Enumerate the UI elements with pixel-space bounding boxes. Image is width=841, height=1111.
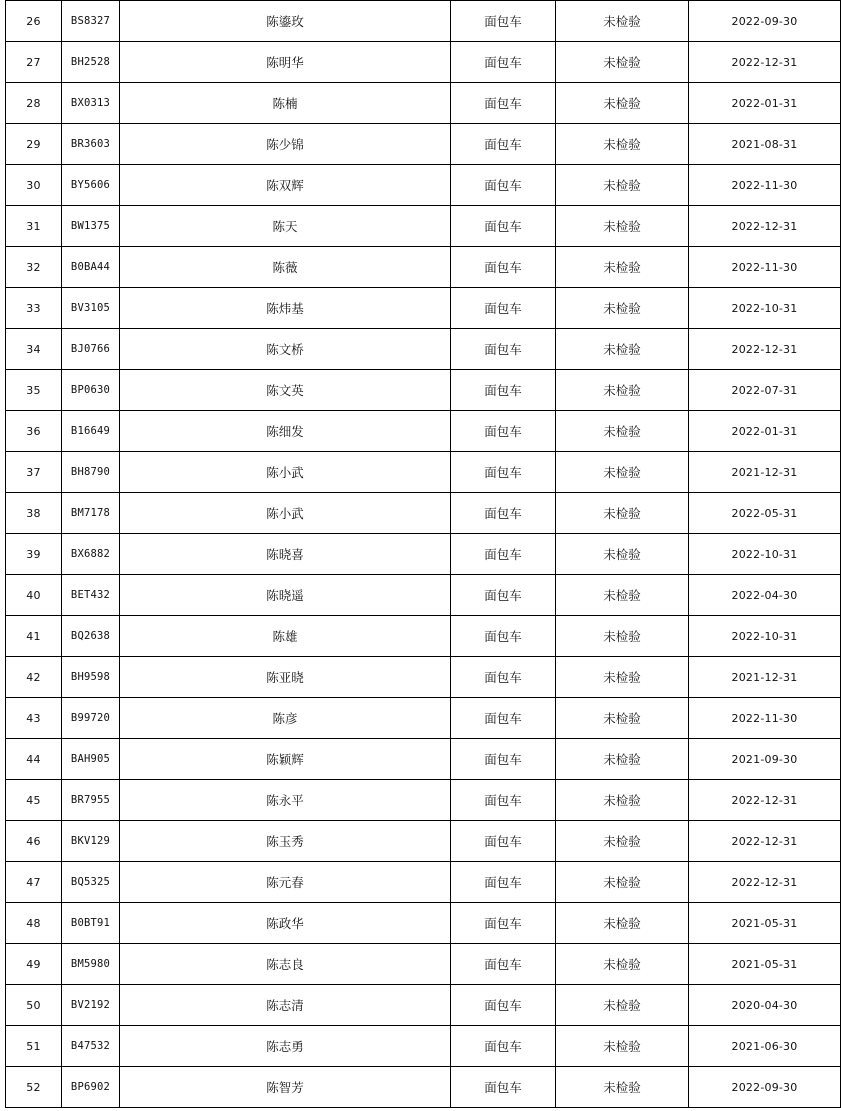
plate-number-cell: BY5606 [62, 165, 120, 206]
owner-name-cell: 陈颖辉 [120, 739, 451, 780]
inspection-due-date-cell: 2022-09-30 [689, 1067, 841, 1108]
plate-number-cell: BW1375 [62, 206, 120, 247]
inspection-status-cell: 未检验 [556, 452, 689, 493]
plate-number-cell: BET432 [62, 575, 120, 616]
table-row [6, 452, 841, 493]
vehicle-type-cell: 面包车 [451, 452, 556, 493]
vehicle-type-cell: 面包车 [451, 862, 556, 903]
table-row [6, 862, 841, 903]
table-row [6, 1026, 841, 1067]
vehicle-type-cell: 面包车 [451, 657, 556, 698]
owner-name-cell: 陈志清 [120, 985, 451, 1026]
vehicle-type-cell: 面包车 [451, 247, 556, 288]
inspection-due-date-cell: 2022-10-31 [689, 616, 841, 657]
plate-number-cell: B0BT91 [62, 903, 120, 944]
inspection-due-date-cell: 2021-08-31 [689, 124, 841, 165]
vehicle-type-cell: 面包车 [451, 411, 556, 452]
vehicle-type-cell: 面包车 [451, 370, 556, 411]
plate-number-cell: BH8790 [62, 452, 120, 493]
table-row [6, 83, 841, 124]
inspection-due-date-cell: 2022-10-31 [689, 288, 841, 329]
inspection-due-date-cell: 2022-12-31 [689, 821, 841, 862]
plate-number-cell: B16649 [62, 411, 120, 452]
vehicle-type-cell: 面包车 [451, 780, 556, 821]
row-number-cell: 38 [6, 493, 62, 534]
inspection-status-cell: 未检验 [556, 1026, 689, 1067]
inspection-due-date-cell: 2021-05-31 [689, 944, 841, 985]
table-row [6, 1067, 841, 1108]
inspection-status-cell: 未检验 [556, 247, 689, 288]
plate-number-cell: BM7178 [62, 493, 120, 534]
vehicle-type-cell: 面包车 [451, 739, 556, 780]
plate-number-cell: B47532 [62, 1026, 120, 1067]
row-number-cell: 45 [6, 780, 62, 821]
inspection-status-cell: 未检验 [556, 1067, 689, 1108]
vehicle-type-cell: 面包车 [451, 534, 556, 575]
owner-name-cell: 陈少锦 [120, 124, 451, 165]
owner-name-cell: 陈小武 [120, 493, 451, 534]
table-row [6, 657, 841, 698]
inspection-status-cell: 未检验 [556, 370, 689, 411]
owner-name-cell: 陈炜基 [120, 288, 451, 329]
row-number-cell: 51 [6, 1026, 62, 1067]
inspection-status-cell: 未检验 [556, 165, 689, 206]
inspection-status-cell: 未检验 [556, 985, 689, 1026]
inspection-status-cell: 未检验 [556, 862, 689, 903]
inspection-due-date-cell: 2022-09-30 [689, 1, 841, 42]
inspection-due-date-cell: 2021-06-30 [689, 1026, 841, 1067]
vehicle-type-cell: 面包车 [451, 124, 556, 165]
inspection-due-date-cell: 2022-12-31 [689, 206, 841, 247]
vehicle-type-cell: 面包车 [451, 329, 556, 370]
inspection-status-cell: 未检验 [556, 206, 689, 247]
owner-name-cell: 陈细发 [120, 411, 451, 452]
table-row [6, 288, 841, 329]
inspection-status-cell: 未检验 [556, 780, 689, 821]
vehicle-type-cell: 面包车 [451, 493, 556, 534]
owner-name-cell: 陈志勇 [120, 1026, 451, 1067]
inspection-due-date-cell: 2022-12-31 [689, 329, 841, 370]
inspection-status-cell: 未检验 [556, 1, 689, 42]
plate-number-cell: B0BA44 [62, 247, 120, 288]
inspection-status-cell: 未检验 [556, 616, 689, 657]
vehicle-type-cell: 面包车 [451, 288, 556, 329]
table-row [6, 739, 841, 780]
table-row [6, 493, 841, 534]
plate-number-cell: BP6902 [62, 1067, 120, 1108]
plate-number-cell: BV3105 [62, 288, 120, 329]
inspection-due-date-cell: 2022-11-30 [689, 247, 841, 288]
row-number-cell: 43 [6, 698, 62, 739]
vehicle-table [5, 0, 841, 1108]
owner-name-cell: 陈文英 [120, 370, 451, 411]
table-row [6, 780, 841, 821]
inspection-due-date-cell: 2021-12-31 [689, 657, 841, 698]
inspection-due-date-cell: 2022-11-30 [689, 698, 841, 739]
table-row [6, 575, 841, 616]
table-row [6, 124, 841, 165]
owner-name-cell: 陈政华 [120, 903, 451, 944]
row-number-cell: 35 [6, 370, 62, 411]
vehicle-type-cell: 面包车 [451, 903, 556, 944]
table-row [6, 206, 841, 247]
row-number-cell: 41 [6, 616, 62, 657]
inspection-due-date-cell: 2022-10-31 [689, 534, 841, 575]
owner-name-cell: 陈双辉 [120, 165, 451, 206]
table-body [6, 1, 841, 1108]
inspection-due-date-cell: 2022-12-31 [689, 780, 841, 821]
inspection-due-date-cell: 2022-05-31 [689, 493, 841, 534]
inspection-status-cell: 未检验 [556, 821, 689, 862]
row-number-cell: 49 [6, 944, 62, 985]
row-number-cell: 29 [6, 124, 62, 165]
owner-name-cell: 陈明华 [120, 42, 451, 83]
plate-number-cell: BX0313 [62, 83, 120, 124]
inspection-status-cell: 未检验 [556, 124, 689, 165]
inspection-due-date-cell: 2022-12-31 [689, 862, 841, 903]
owner-name-cell: 陈彦 [120, 698, 451, 739]
inspection-status-cell: 未检验 [556, 739, 689, 780]
table-row [6, 944, 841, 985]
plate-number-cell: BJ0766 [62, 329, 120, 370]
plate-number-cell: BR3603 [62, 124, 120, 165]
table-row [6, 42, 841, 83]
table-row [6, 329, 841, 370]
vehicle-type-cell: 面包车 [451, 83, 556, 124]
inspection-status-cell: 未检验 [556, 288, 689, 329]
row-number-cell: 42 [6, 657, 62, 698]
table-row [6, 1, 841, 42]
plate-number-cell: BKV129 [62, 821, 120, 862]
row-number-cell: 40 [6, 575, 62, 616]
table-row [6, 411, 841, 452]
inspection-due-date-cell: 2022-11-30 [689, 165, 841, 206]
vehicle-type-cell: 面包车 [451, 985, 556, 1026]
inspection-due-date-cell: 2022-04-30 [689, 575, 841, 616]
owner-name-cell: 陈志良 [120, 944, 451, 985]
inspection-status-cell: 未检验 [556, 493, 689, 534]
vehicle-type-cell: 面包车 [451, 944, 556, 985]
plate-number-cell: BX6882 [62, 534, 120, 575]
inspection-due-date-cell: 2020-04-30 [689, 985, 841, 1026]
plate-number-cell: B99720 [62, 698, 120, 739]
row-number-cell: 36 [6, 411, 62, 452]
vehicle-type-cell: 面包车 [451, 206, 556, 247]
row-number-cell: 39 [6, 534, 62, 575]
row-number-cell: 32 [6, 247, 62, 288]
vehicle-type-cell: 面包车 [451, 1067, 556, 1108]
inspection-status-cell: 未检验 [556, 698, 689, 739]
owner-name-cell: 陈小武 [120, 452, 451, 493]
inspection-due-date-cell: 2022-12-31 [689, 42, 841, 83]
table-row [6, 985, 841, 1026]
owner-name-cell: 陈晓喜 [120, 534, 451, 575]
vehicle-type-cell: 面包车 [451, 821, 556, 862]
plate-number-cell: BH2528 [62, 42, 120, 83]
plate-number-cell: BM5980 [62, 944, 120, 985]
row-number-cell: 31 [6, 206, 62, 247]
vehicle-type-cell: 面包车 [451, 42, 556, 83]
inspection-status-cell: 未检验 [556, 657, 689, 698]
owner-name-cell: 陈亚晓 [120, 657, 451, 698]
row-number-cell: 46 [6, 821, 62, 862]
inspection-due-date-cell: 2022-01-31 [689, 411, 841, 452]
inspection-status-cell: 未检验 [556, 329, 689, 370]
owner-name-cell: 陈永平 [120, 780, 451, 821]
inspection-status-cell: 未检验 [556, 903, 689, 944]
vehicle-type-cell: 面包车 [451, 1, 556, 42]
row-number-cell: 44 [6, 739, 62, 780]
inspection-status-cell: 未检验 [556, 42, 689, 83]
vehicle-type-cell: 面包车 [451, 575, 556, 616]
vehicle-type-cell: 面包车 [451, 616, 556, 657]
table-row [6, 616, 841, 657]
owner-name-cell: 陈晓遥 [120, 575, 451, 616]
inspection-due-date-cell: 2021-12-31 [689, 452, 841, 493]
table-row [6, 165, 841, 206]
row-number-cell: 26 [6, 1, 62, 42]
row-number-cell: 47 [6, 862, 62, 903]
owner-name-cell: 陈智芳 [120, 1067, 451, 1108]
plate-number-cell: BQ5325 [62, 862, 120, 903]
table-row [6, 534, 841, 575]
owner-name-cell: 陈文桥 [120, 329, 451, 370]
row-number-cell: 48 [6, 903, 62, 944]
table-row [6, 247, 841, 288]
plate-number-cell: BR7955 [62, 780, 120, 821]
table-row [6, 698, 841, 739]
owner-name-cell: 陈玉秀 [120, 821, 451, 862]
row-number-cell: 52 [6, 1067, 62, 1108]
vehicle-type-cell: 面包车 [451, 165, 556, 206]
inspection-status-cell: 未检验 [556, 534, 689, 575]
plate-number-cell: BH9598 [62, 657, 120, 698]
plate-number-cell: BS8327 [62, 1, 120, 42]
vehicle-type-cell: 面包车 [451, 1026, 556, 1067]
row-number-cell: 28 [6, 83, 62, 124]
row-number-cell: 50 [6, 985, 62, 1026]
inspection-status-cell: 未检验 [556, 575, 689, 616]
owner-name-cell: 陈元春 [120, 862, 451, 903]
owner-name-cell: 陈天 [120, 206, 451, 247]
plate-number-cell: BV2192 [62, 985, 120, 1026]
vehicle-type-cell: 面包车 [451, 698, 556, 739]
table-row [6, 903, 841, 944]
row-number-cell: 33 [6, 288, 62, 329]
row-number-cell: 27 [6, 42, 62, 83]
owner-name-cell: 陈楠 [120, 83, 451, 124]
plate-number-cell: BP0630 [62, 370, 120, 411]
plate-number-cell: BAH905 [62, 739, 120, 780]
table-row [6, 370, 841, 411]
inspection-status-cell: 未检验 [556, 83, 689, 124]
row-number-cell: 30 [6, 165, 62, 206]
row-number-cell: 37 [6, 452, 62, 493]
owner-name-cell: 陈鎏玫 [120, 1, 451, 42]
inspection-due-date-cell: 2021-05-31 [689, 903, 841, 944]
owner-name-cell: 陈薇 [120, 247, 451, 288]
inspection-status-cell: 未检验 [556, 411, 689, 452]
inspection-due-date-cell: 2021-09-30 [689, 739, 841, 780]
inspection-due-date-cell: 2022-07-31 [689, 370, 841, 411]
inspection-due-date-cell: 2022-01-31 [689, 83, 841, 124]
row-number-cell: 34 [6, 329, 62, 370]
owner-name-cell: 陈雄 [120, 616, 451, 657]
inspection-status-cell: 未检验 [556, 944, 689, 985]
plate-number-cell: BQ2638 [62, 616, 120, 657]
table-row [6, 821, 841, 862]
